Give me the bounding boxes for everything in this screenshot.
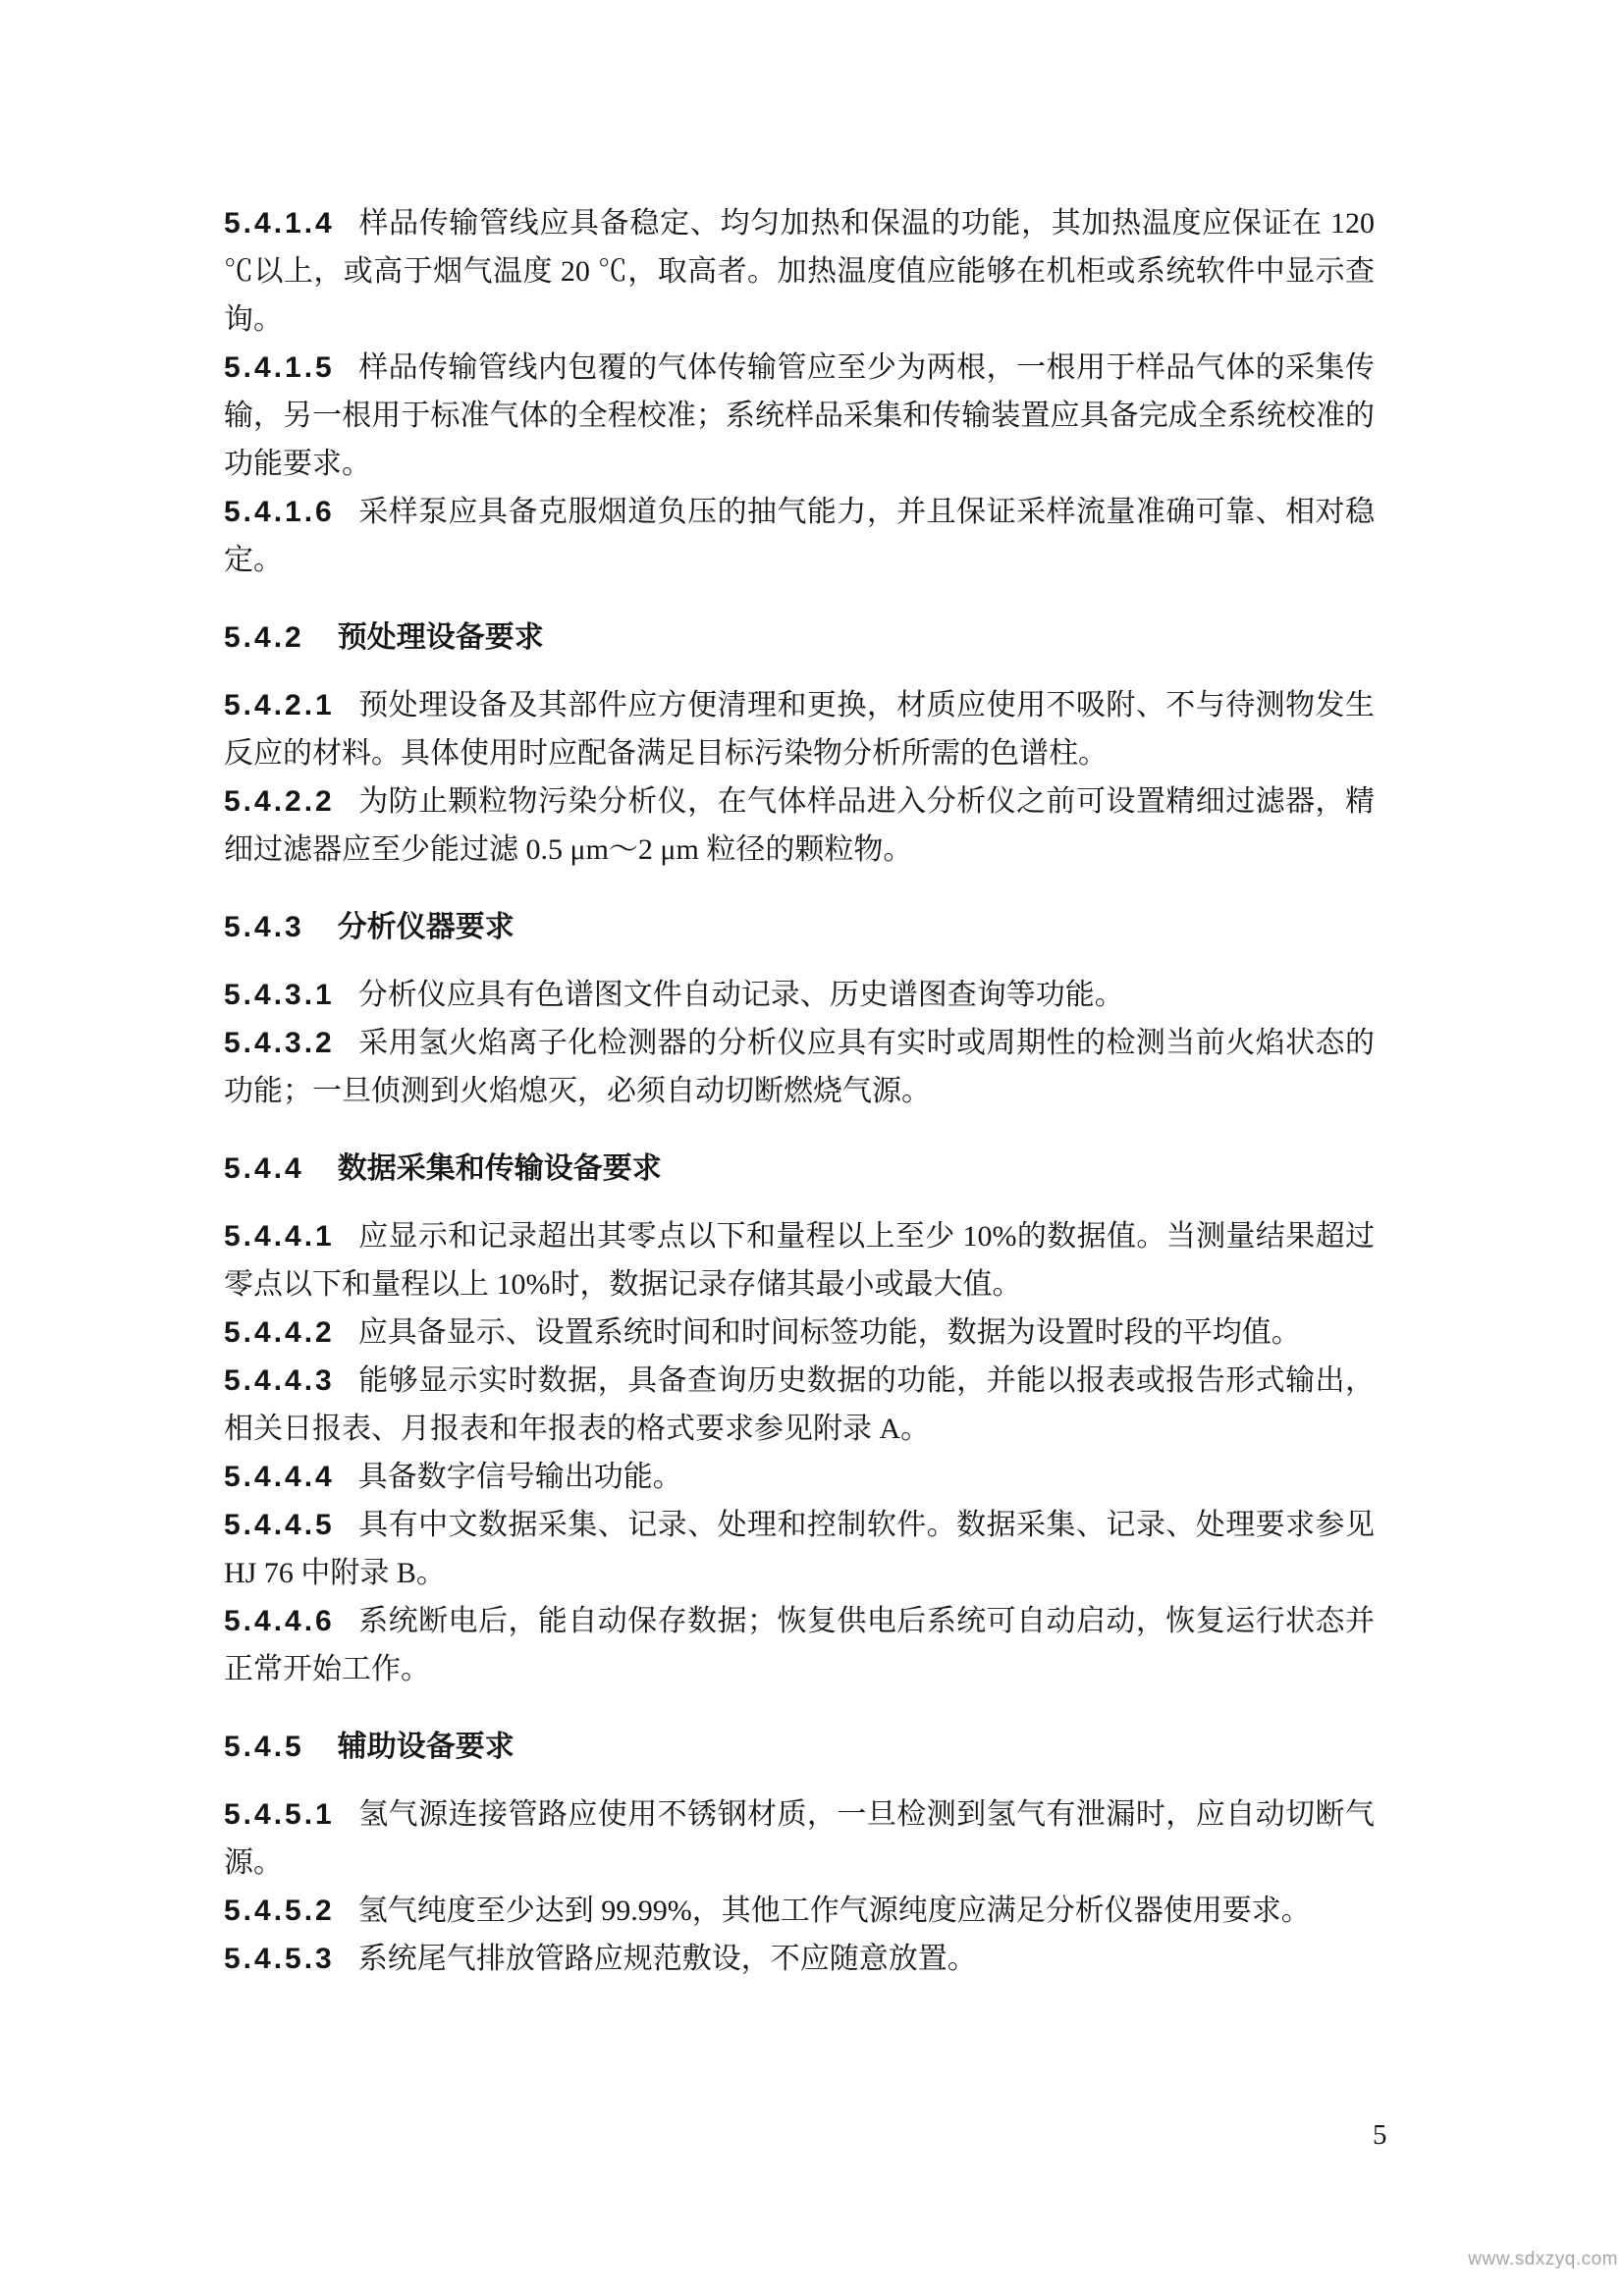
clause-5-4-4-2 — [224, 1308, 1375, 1357]
clause-text: 样品传输管线应具备稳定、均匀加热和保温的功能，其加热温度应保证在 120 ℃以上，或高于烟气温度 20 ℃，取高者。加热温度值应能够在机柜或系统软件中显示查询。 — [224, 207, 1375, 336]
clause-number: 5.4.4.3 — [224, 1364, 335, 1397]
watermark-text: www.sdxzyq.com — [1468, 2249, 1618, 2269]
clause-number: 5.4.4.6 — [224, 1605, 335, 1637]
section-heading-5-4-3 — [224, 903, 1375, 951]
clause-text: 应显示和记录超出其零点以下和量程以上至少 10%的数据值。当测量结果超过零点以下和量程以上 10%时，数据记录存储其最小或最大值。 — [224, 1220, 1375, 1301]
clause-text: 应具备显示、设置系统时间和时间标签功能，数据为设置时段的平均值。 — [357, 1316, 1301, 1349]
clause-text: 系统尾气排放管路应规范敷设，不应随意放置。 — [357, 1943, 977, 1975]
clause-number: 5.4.3.1 — [224, 979, 335, 1011]
clause-5-4-5-1 — [224, 1790, 1375, 1887]
clause-number: 5.4.1.6 — [224, 496, 335, 528]
clause-text: 为防止颗粒物污染分析仪，在气体样品进入分析仪之前可设置精细过滤器，精细过滤器应至少能过滤 0.5 μm～2 μm 粒径的颗粒物。 — [224, 785, 1375, 866]
heading-title: 数据采集和传输设备要求 — [337, 1152, 662, 1185]
clause-5-4-4-5 — [224, 1501, 1375, 1597]
section-heading-5-4-5 — [224, 1723, 1375, 1771]
clause-5-4-1-6 — [224, 488, 1375, 584]
clause-number: 5.4.5.3 — [224, 1943, 335, 1975]
heading-number: 5.4.5 — [224, 1731, 304, 1763]
clause-number: 5.4.3.2 — [224, 1027, 335, 1059]
page-number: 5 — [1373, 2119, 1387, 2151]
clause-5-4-3-1 — [224, 971, 1375, 1019]
clause-text: 分析仪应具有色谱图文件自动记录、历史谱图查询等功能。 — [357, 979, 1124, 1011]
clause-5-4-4-1 — [224, 1212, 1375, 1308]
clause-text: 预处理设备及其部件应方便清理和更换，材质应使用不吸附、不与待测物发生反应的材料。具体使用时应配备满足目标污染物分析所需的色谱柱。 — [224, 689, 1375, 770]
heading-number: 5.4.2 — [224, 621, 304, 654]
heading-title: 辅助设备要求 — [337, 1731, 514, 1763]
clause-5-4-5-2 — [224, 1887, 1375, 1935]
clause-5-4-1-5 — [224, 344, 1375, 488]
clause-number: 5.4.5.1 — [224, 1798, 335, 1831]
heading-title: 预处理设备要求 — [337, 621, 544, 654]
heading-title: 分析仪器要求 — [337, 911, 514, 943]
clause-number: 5.4.2.1 — [224, 689, 335, 721]
clause-number: 5.4.4.2 — [224, 1316, 335, 1349]
clause-5-4-4-3 — [224, 1357, 1375, 1453]
clause-text: 能够显示实时数据，具备查询历史数据的功能，并能以报表或报告形式输出，相关日报表、月报表和年报表的格式要求参见附录 A。 — [224, 1364, 1375, 1445]
section-heading-5-4-2 — [224, 614, 1375, 662]
clause-number: 5.4.5.2 — [224, 1895, 335, 1927]
clause-text: 采样泵应具备克服烟道负压的抽气能力，并且保证采样流量准确可靠、相对稳定。 — [224, 496, 1375, 576]
clause-5-4-4-4 — [224, 1453, 1375, 1501]
clause-text: 系统断电后，能自动保存数据；恢复供电后系统可自动启动，恢复运行状态并正常开始工作。 — [224, 1605, 1375, 1685]
clause-number: 5.4.4.1 — [224, 1220, 335, 1253]
heading-number: 5.4.4 — [224, 1152, 304, 1185]
clause-text: 氢气纯度至少达到 99.99%，其他工作气源纯度应满足分析仪器使用要求。 — [357, 1895, 1311, 1927]
clause-number: 5.4.1.4 — [224, 207, 335, 240]
clause-number: 5.4.4.5 — [224, 1509, 335, 1541]
clause-text: 氢气源连接管路应使用不锈钢材质，一旦检测到氢气有泄漏时，应自动切断气源。 — [224, 1798, 1375, 1879]
clause-number: 5.4.2.2 — [224, 785, 335, 818]
clause-text: 采用氢火焰离子化检测器的分析仪应具有实时或周期性的检测当前火焰状态的功能；一旦侦测到火焰熄灭，必须自动切断燃烧气源。 — [224, 1027, 1375, 1107]
document-body — [224, 199, 1375, 1983]
clause-text: 具备数字信号输出功能。 — [357, 1461, 682, 1493]
clause-5-4-2-1 — [224, 681, 1375, 777]
clause-5-4-1-4 — [224, 199, 1375, 344]
clause-5-4-5-3 — [224, 1935, 1375, 1983]
clause-text: 具有中文数据采集、记录、处理和控制软件。数据采集、记录、处理要求参见 HJ 76 中附录 B。 — [224, 1509, 1375, 1589]
clause-5-4-2-2 — [224, 777, 1375, 874]
heading-number: 5.4.3 — [224, 911, 304, 943]
section-heading-5-4-4 — [224, 1145, 1375, 1193]
clause-text: 样品传输管线内包覆的气体传输管应至少为两根，一根用于样品气体的采集传输，另一根用于标准气体的全程校准；系统样品采集和传输装置应具备完成全系统校准的功能要求。 — [224, 351, 1375, 480]
clause-number: 5.4.1.5 — [224, 351, 335, 384]
clause-5-4-3-2 — [224, 1019, 1375, 1115]
clause-number: 5.4.4.4 — [224, 1461, 335, 1493]
clause-5-4-4-6 — [224, 1597, 1375, 1693]
